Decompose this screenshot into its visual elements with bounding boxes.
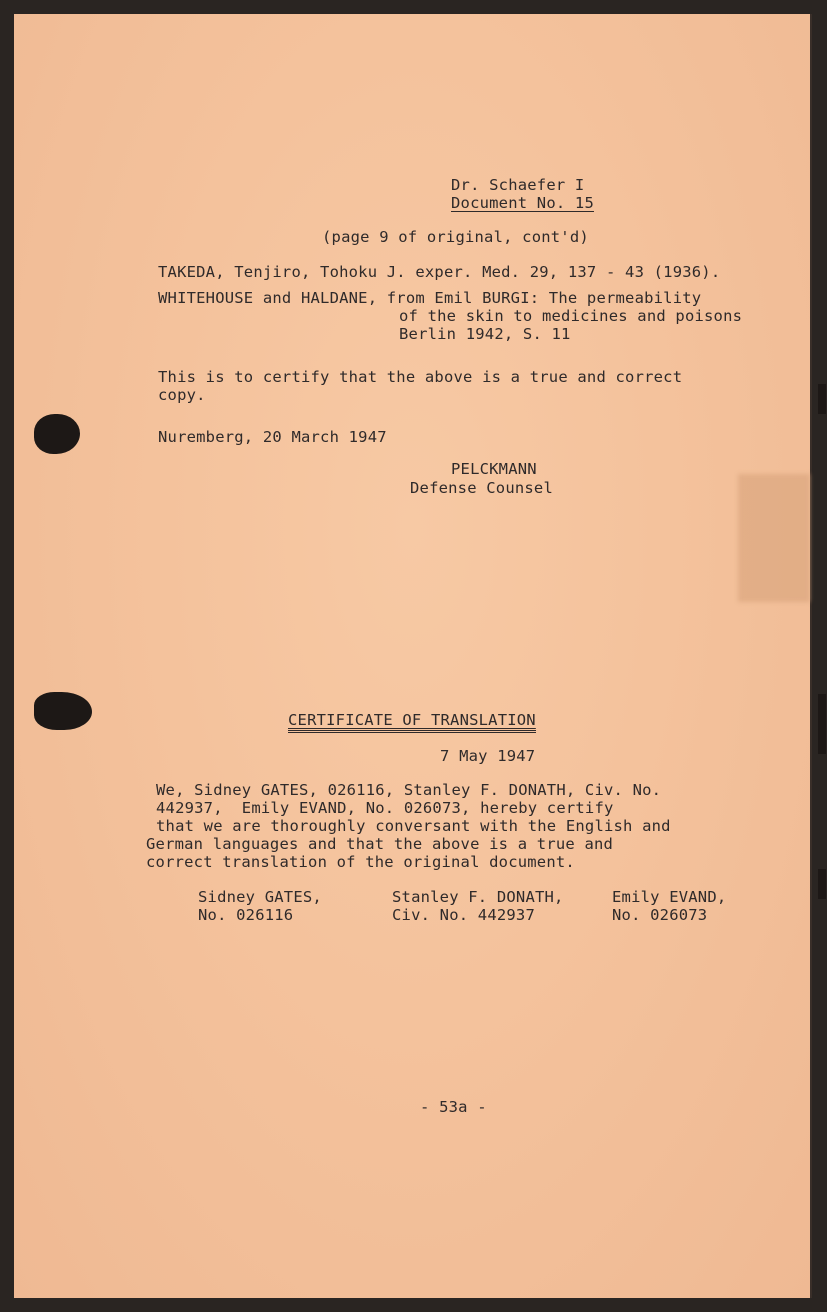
translator-number: No. 026073	[612, 906, 708, 924]
translator-name: Emily EVAND,	[612, 888, 727, 906]
edge-tear	[818, 694, 826, 754]
certificate-body-line: German languages and that the above is a true and	[146, 835, 614, 853]
certify-text: This is to certify that the above is a true and correct	[158, 368, 683, 386]
page-number: - 53a -	[420, 1098, 487, 1116]
page-reference: (page 9 of original, cont'd)	[322, 228, 589, 246]
translator-name: Stanley F. DONATH,	[392, 888, 564, 906]
certify-text: copy.	[158, 386, 206, 404]
reference-line: Berlin 1942, S. 11	[399, 325, 571, 343]
certificate-title: CERTIFICATE OF TRANSLATION	[288, 711, 536, 733]
reference-line: WHITEHOUSE and HALDANE, from Emil BURGI: The permeability	[158, 289, 702, 307]
doc-header-author: Dr. Schaefer I	[451, 176, 585, 194]
certificate-body-line: 442937, Emily EVAND, No. 026073, hereby certify	[156, 799, 614, 817]
doc-header-number: Document No. 15	[451, 194, 594, 212]
paper-stain	[738, 474, 810, 602]
certificate-body-line: correct translation of the original document.	[146, 853, 575, 871]
translator-number: Civ. No. 442937	[392, 906, 535, 924]
punch-hole	[34, 414, 80, 454]
place-date: Nuremberg, 20 March 1947	[158, 428, 387, 446]
punch-hole	[34, 692, 92, 730]
translator-name: Sidney GATES,	[198, 888, 322, 906]
reference-line: TAKEDA, Tenjiro, Tohoku J. exper. Med. 29, 137 - 43 (1936).	[158, 263, 721, 281]
reference-line: of the skin to medicines and poisons	[399, 307, 743, 325]
certificate-date: 7 May 1947	[440, 747, 536, 765]
edge-tear	[818, 869, 826, 899]
translator-number: No. 026116	[198, 906, 294, 924]
certificate-body-line: that we are thoroughly conversant with the English and	[156, 817, 671, 835]
signer-role: Defense Counsel	[410, 479, 553, 497]
edge-tear	[818, 384, 826, 414]
certificate-body-line: We, Sidney GATES, 026116, Stanley F. DONATH, Civ. No.	[156, 781, 662, 799]
document-page	[14, 14, 812, 1298]
signer-name: PELCKMANN	[451, 460, 537, 478]
